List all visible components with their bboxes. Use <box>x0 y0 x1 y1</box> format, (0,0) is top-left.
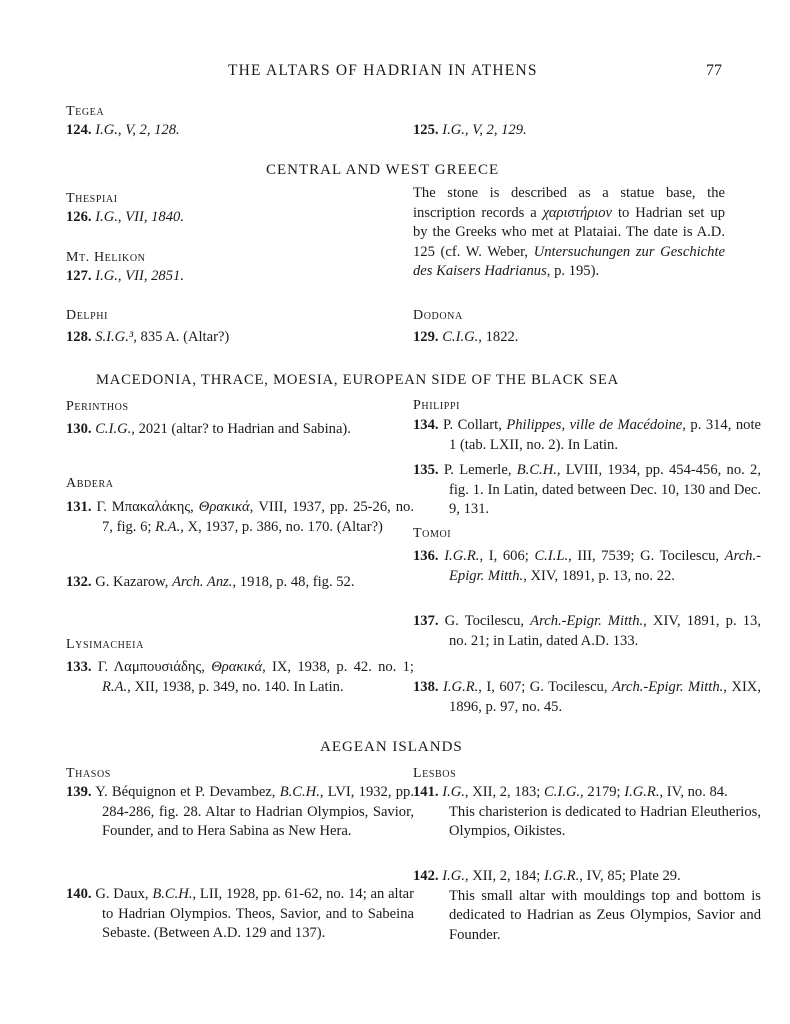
entry-number: 140. <box>66 886 92 902</box>
entry-note: This small altar with mouldings top and bottom is dedicated to Hadrian as Zeus Olympios, Savior and Founder. <box>449 887 761 943</box>
entry-number: 137. <box>413 613 439 629</box>
entry-reference: I.G., VII, 1840. <box>95 209 184 225</box>
entry-131: 131. Γ. Μπακαλάκης, Θρακικά, VIII, 1937, pp. 25-26, no. 7, fig. 6; R.A., X, 1937, p. 386, no. 170. (Altar?) <box>66 499 414 535</box>
entry-number: 128. <box>66 329 92 345</box>
entry-number: 127. <box>66 268 92 284</box>
entry-number: 142. <box>413 868 439 884</box>
entry-number: 124. <box>66 122 92 138</box>
entry-reference: C.I.G. <box>95 421 132 437</box>
section-title-aegean-islands: AEGEAN ISLANDS <box>320 739 463 755</box>
region-heading-thasos: Thasos <box>66 766 111 781</box>
section-title-central-greece: CENTRAL AND WEST GREECE <box>266 162 500 178</box>
entry-reference: I.G., V, 2, 128. <box>95 122 180 138</box>
entry-135: 135. P. Lemerle, B.C.H., LVIII, 1934, pp. 454-456, no. 2, fig. 1. In Latin, dated between Dec. 10, 130 and Dec. 9, 131. <box>413 462 761 517</box>
entry-130: 130. C.I.G., 2021 (altar? to Hadrian and Sabina). <box>66 421 351 437</box>
region-heading-lesbos: Lesbos <box>413 766 457 781</box>
region-heading-thespiai: Thespiai <box>66 191 118 206</box>
entry-reference: S.I.G.³ <box>95 329 134 345</box>
region-heading-perinthos: Perinthos <box>66 399 129 414</box>
running-title: THE ALTARS OF HADRIAN IN ATHENS <box>228 62 538 79</box>
entry-138: 138. I.G.R., I, 607; G. Tocilescu, Arch.-Epigr. Mitth., XIX, 1896, p. 97, no. 45. <box>413 679 761 715</box>
entry-126 <box>66 208 378 228</box>
entry-number: 131. <box>66 499 92 515</box>
region-heading-philippi: Philippi <box>413 398 461 413</box>
entry-139: 139. Y. Béquignon et P. Devambez, B.C.H., LVI, 1932, pp. 284-286, fig. 28. Altar to Hadrian Olympios, Savior, Founder, and to Hera Sabina as New Hera. <box>66 784 414 839</box>
entry-number: 126. <box>66 209 92 225</box>
entry-reference: I.G., V, 2, 129. <box>442 122 527 138</box>
entry-number: 129. <box>413 329 439 345</box>
entry-142: 142. I.G., XII, 2, 184; I.G.R., IV, 85; Plate 29. This small altar with mouldings top and bottom is dedicated to Hadrian as Zeus Olympios, Savior and Founder. <box>413 867 761 945</box>
entry-number: 141. <box>413 784 439 800</box>
entry-125 <box>413 121 725 141</box>
entry-reference: C.I.G. <box>442 329 479 345</box>
entry-reference: I.G., VII, 2851. <box>95 268 184 284</box>
entry-number: 135. <box>413 462 439 478</box>
region-heading-helikon: Mt. Helikon <box>66 250 146 265</box>
region-heading-dodona: Dodona <box>413 308 463 323</box>
entry-number: 134. <box>413 417 439 433</box>
entry-132: 132. G. Kazarow, Arch. Anz., 1918, p. 48, fig. 52. <box>66 574 355 590</box>
entry-128: 128. S.I.G.³, 835 A. (Altar?) <box>66 329 230 345</box>
page-number: 77 <box>706 62 722 79</box>
section-title-macedonia: MACEDONIA, THRACE, MOESIA, EUROPEAN SIDE OF THE BLACK SEA <box>96 372 620 388</box>
region-heading-tomoi: Tomoi <box>413 526 452 541</box>
page-header <box>0 62 790 86</box>
region-heading-abdera: Abdera <box>66 476 114 491</box>
entry-number: 125. <box>413 122 439 138</box>
entry-133: 133. Γ. Λαμπουσιάδης, Θρακικά, IX, 1938, p. 42. no. 1; R.A., XII, 1938, p. 349, no. 140. In Latin. <box>66 659 414 695</box>
entry-124 <box>66 121 378 141</box>
entry-number: 132. <box>66 574 92 590</box>
region-heading-tegea: Tegea <box>66 104 105 119</box>
entry-140: 140. G. Daux, B.C.H., LII, 1928, pp. 61-62, no. 14; an altar to Hadrian Olympios. Theos, Savior, and to Sabeina Sebaste. (Between A.D. 129 and 137). <box>66 886 414 941</box>
entry-number: 136. <box>413 548 439 564</box>
region-heading-delphi: Delphi <box>66 308 109 323</box>
entry-141: 141. I.G., XII, 2, 183; C.I.G., 2179; I.G.R., IV, no. 84. This charisterion is dedicated to Hadrian Eleutherios, Olympios, Oikistes. <box>413 783 761 842</box>
entry-129: 129. C.I.G., 1822. <box>413 329 519 345</box>
region-heading-lysimacheia: Lysimacheia <box>66 637 144 652</box>
note-statue-base: The stone is described as a statue base, the inscription records a χαριστήριον to Hadrian set up by the Greeks who met at Plataiai. The date is A.D. 125 (cf. W. Weber, Untersuchungen zur Geschichte des Kaisers Hadrianus, p. 195). <box>413 185 725 279</box>
book-title: Untersuchungen zur Geschichte des Kaisers Hadrianus <box>413 243 725 279</box>
greek-term: χαριστήριον <box>542 204 613 221</box>
entry-number: 139. <box>66 784 92 800</box>
entry-134: 134. P. Collart, Philippes, ville de Macédoine, p. 314, note 1 (tab. LXII, no. 2). In Latin. <box>413 417 761 453</box>
entry-number: 133. <box>66 659 92 675</box>
entry-127 <box>66 267 378 287</box>
entry-136: 136. I.G.R., I, 606; C.I.L., III, 7539; G. Tocilescu, Arch.-Epigr. Mitth., XIV, 1891, p. 13, no. 22. <box>413 548 761 584</box>
entry-note: This charisterion is dedicated to Hadrian Eleutherios, Olympios, Oikistes. <box>449 803 761 839</box>
entry-number: 138. <box>413 679 439 695</box>
entry-number: 130. <box>66 421 92 437</box>
entry-137: 137. G. Tocilescu, Arch.-Epigr. Mitth., XIV, 1891, p. 13, no. 21; in Latin, dated A.D. 133. <box>413 613 761 649</box>
